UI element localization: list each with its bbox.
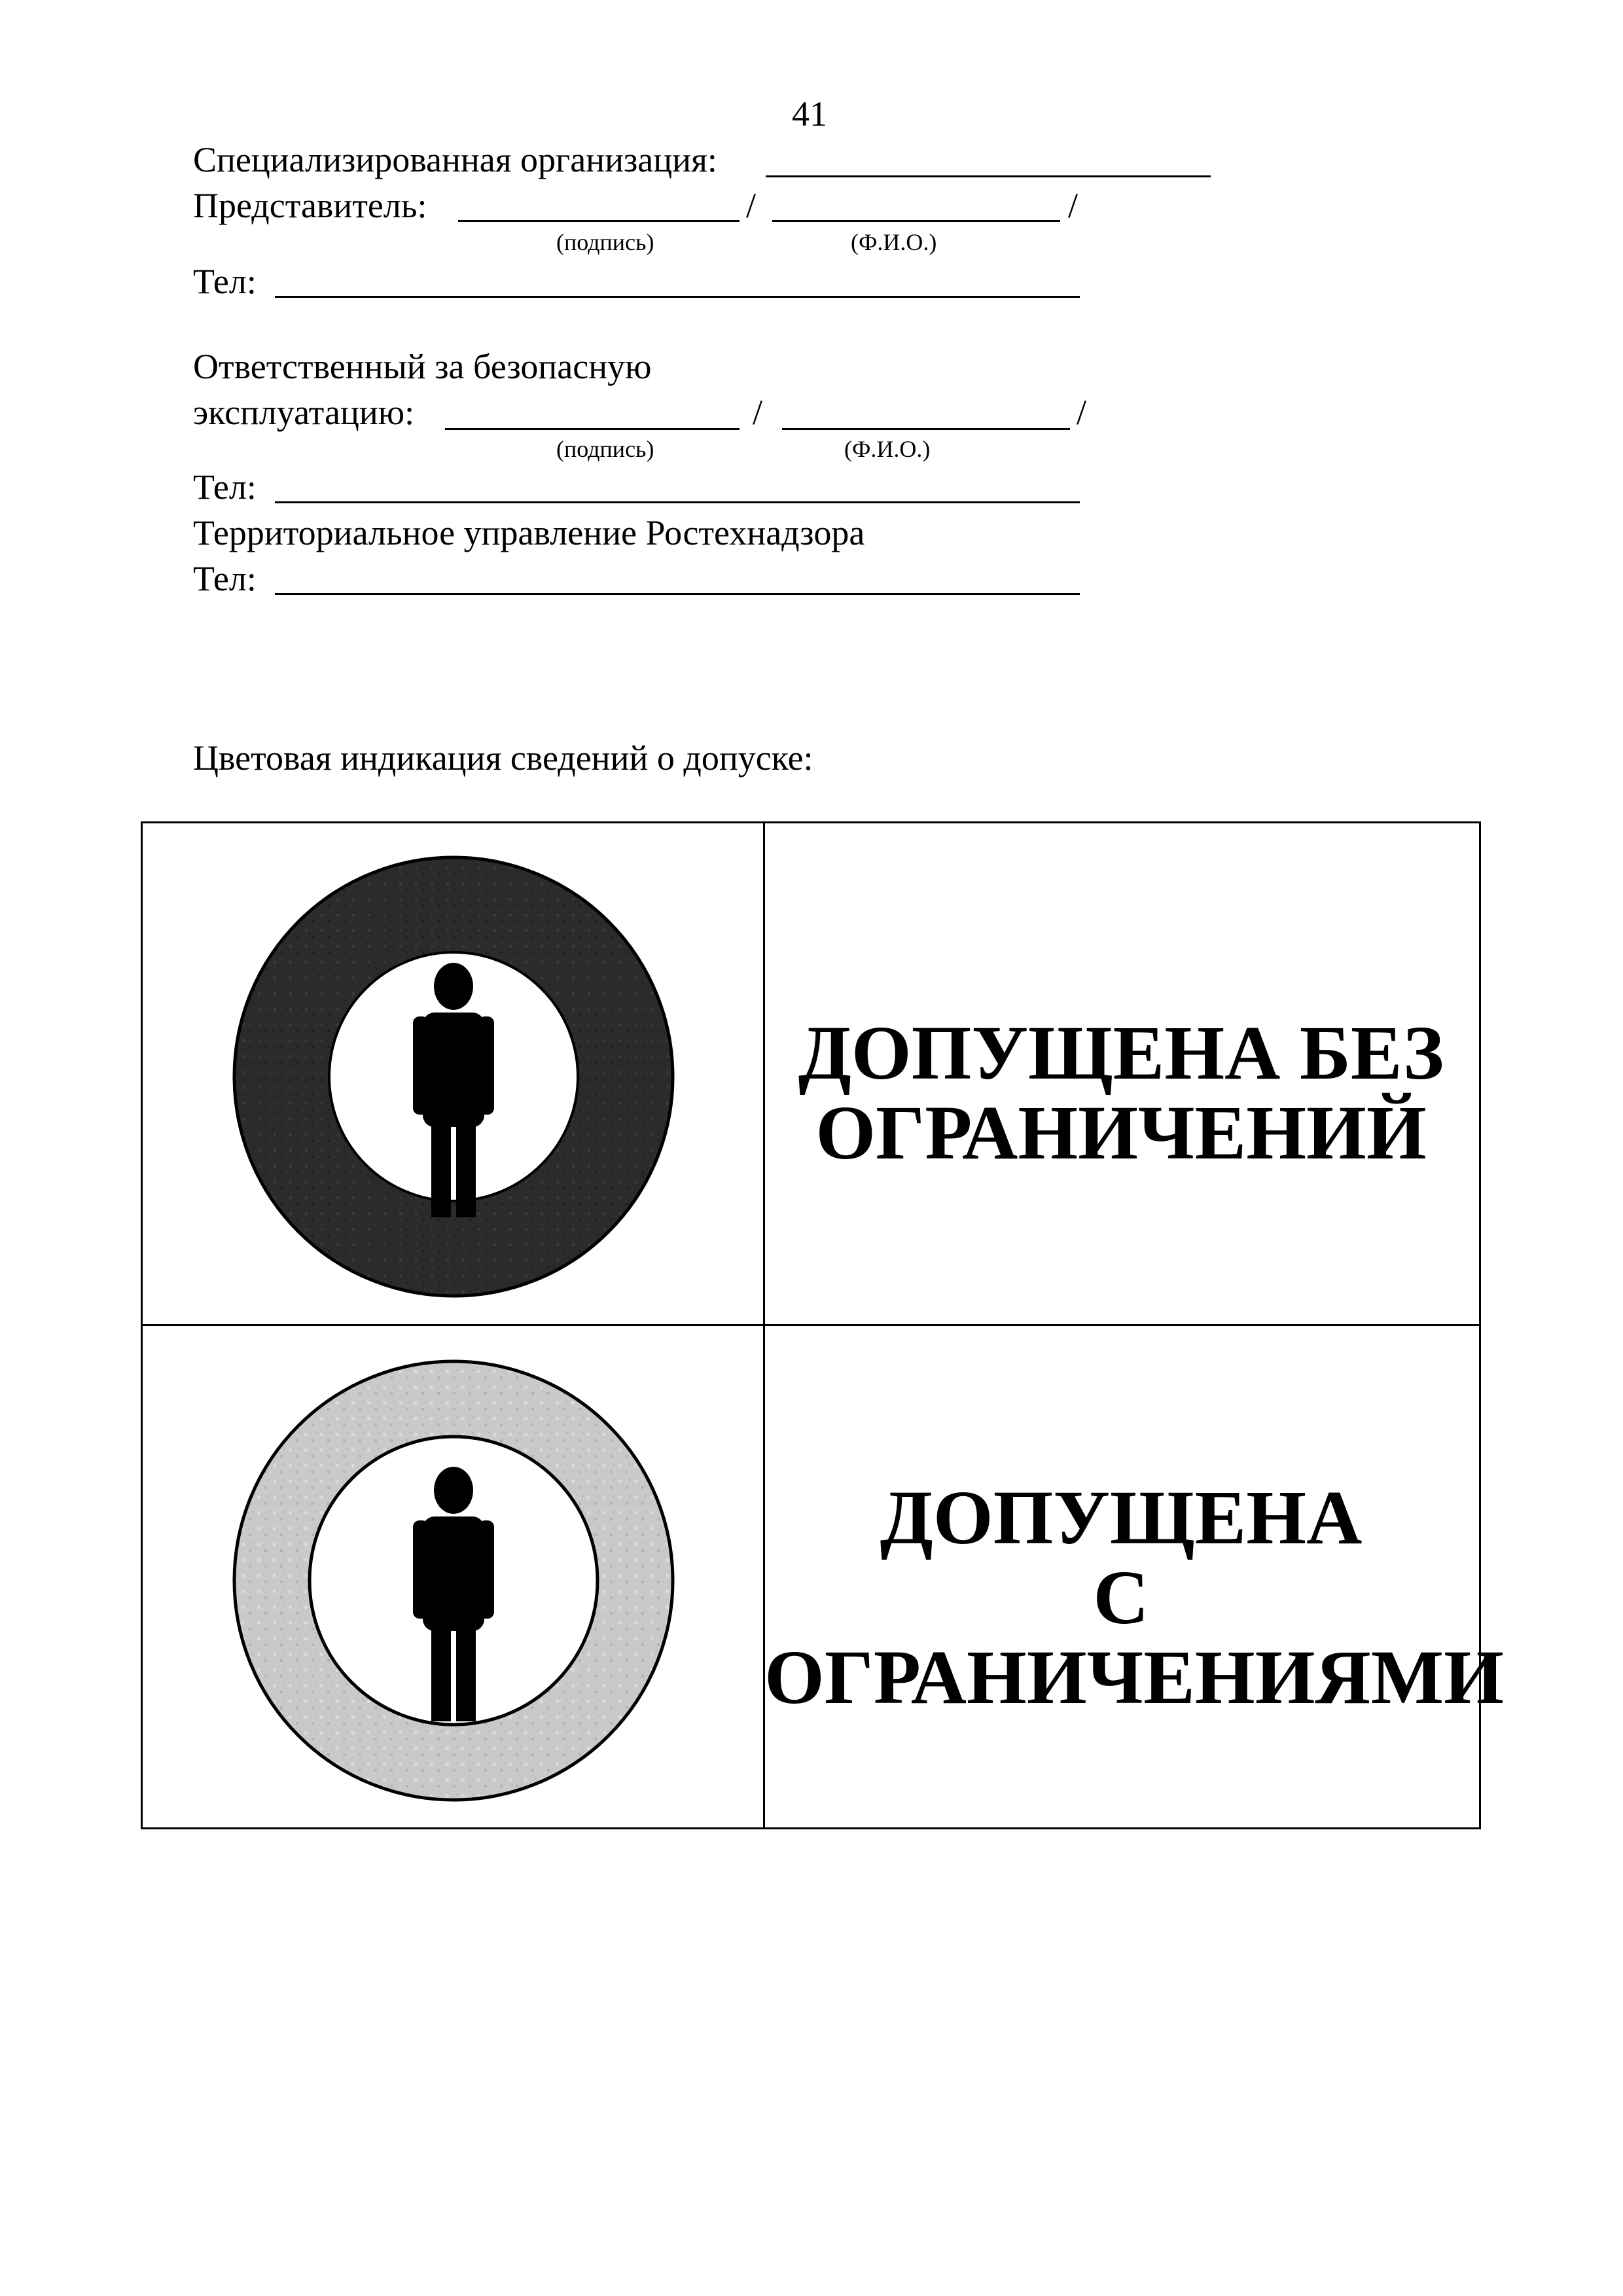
resp-signature-caption: (подпись) xyxy=(556,436,654,462)
org-label: Специализированная организация: xyxy=(193,140,717,179)
person-icon xyxy=(224,1352,683,1810)
indication-table xyxy=(141,821,1504,1829)
tel-field-2[interactable] xyxy=(275,501,1080,503)
rep-signature-field[interactable] xyxy=(458,220,740,222)
person-icon xyxy=(224,848,683,1306)
tel-label-3: Тел: xyxy=(193,559,257,598)
rep-fio-caption: (Ф.И.О.) xyxy=(851,229,937,255)
rep-signature-caption: (подпись) xyxy=(556,229,654,255)
rtn-label: Территориальное управление Ростехнадзора xyxy=(193,513,865,552)
indication-heading: Цветовая индикация сведений о допуске: xyxy=(193,738,813,778)
status-label-no-restrictions xyxy=(764,1010,1478,1175)
resp-fio-field[interactable] xyxy=(782,428,1070,430)
status-line: ОГРАНИЧЕНИЙ xyxy=(815,1090,1427,1175)
resp-slash-1: / xyxy=(753,393,763,432)
rep-fio-field[interactable] xyxy=(772,220,1060,222)
resp-signature-field[interactable] xyxy=(445,428,740,430)
resp-slash-2: / xyxy=(1077,393,1087,432)
resp-label-line2: эксплуатацию: xyxy=(193,393,415,432)
tel-field-3[interactable] xyxy=(275,593,1080,595)
org-field[interactable] xyxy=(766,175,1211,177)
resp-fio-caption: (Ф.И.О.) xyxy=(844,436,931,462)
tel-label-1: Тел: xyxy=(193,262,257,301)
table-divider-horizontal xyxy=(143,1324,1479,1326)
resp-label-line1: Ответственный за безопасную xyxy=(193,347,652,386)
rep-slash-2: / xyxy=(1068,186,1079,225)
status-line: ДОПУЩЕНА xyxy=(880,1475,1363,1560)
status-line: ДОПУЩЕНА БЕЗ xyxy=(798,1010,1444,1096)
tel-label-2: Тел: xyxy=(193,467,257,507)
page-number: 41 xyxy=(792,94,827,134)
tel-field-1[interactable] xyxy=(275,296,1080,298)
rep-label: Представитель: xyxy=(193,186,427,225)
status-line: ОГРАНИЧЕНИЯМИ xyxy=(764,1634,1504,1720)
status-line: С xyxy=(1093,1554,1149,1640)
rep-slash-1: / xyxy=(746,186,757,225)
status-label-with-restrictions xyxy=(764,1475,1504,1720)
